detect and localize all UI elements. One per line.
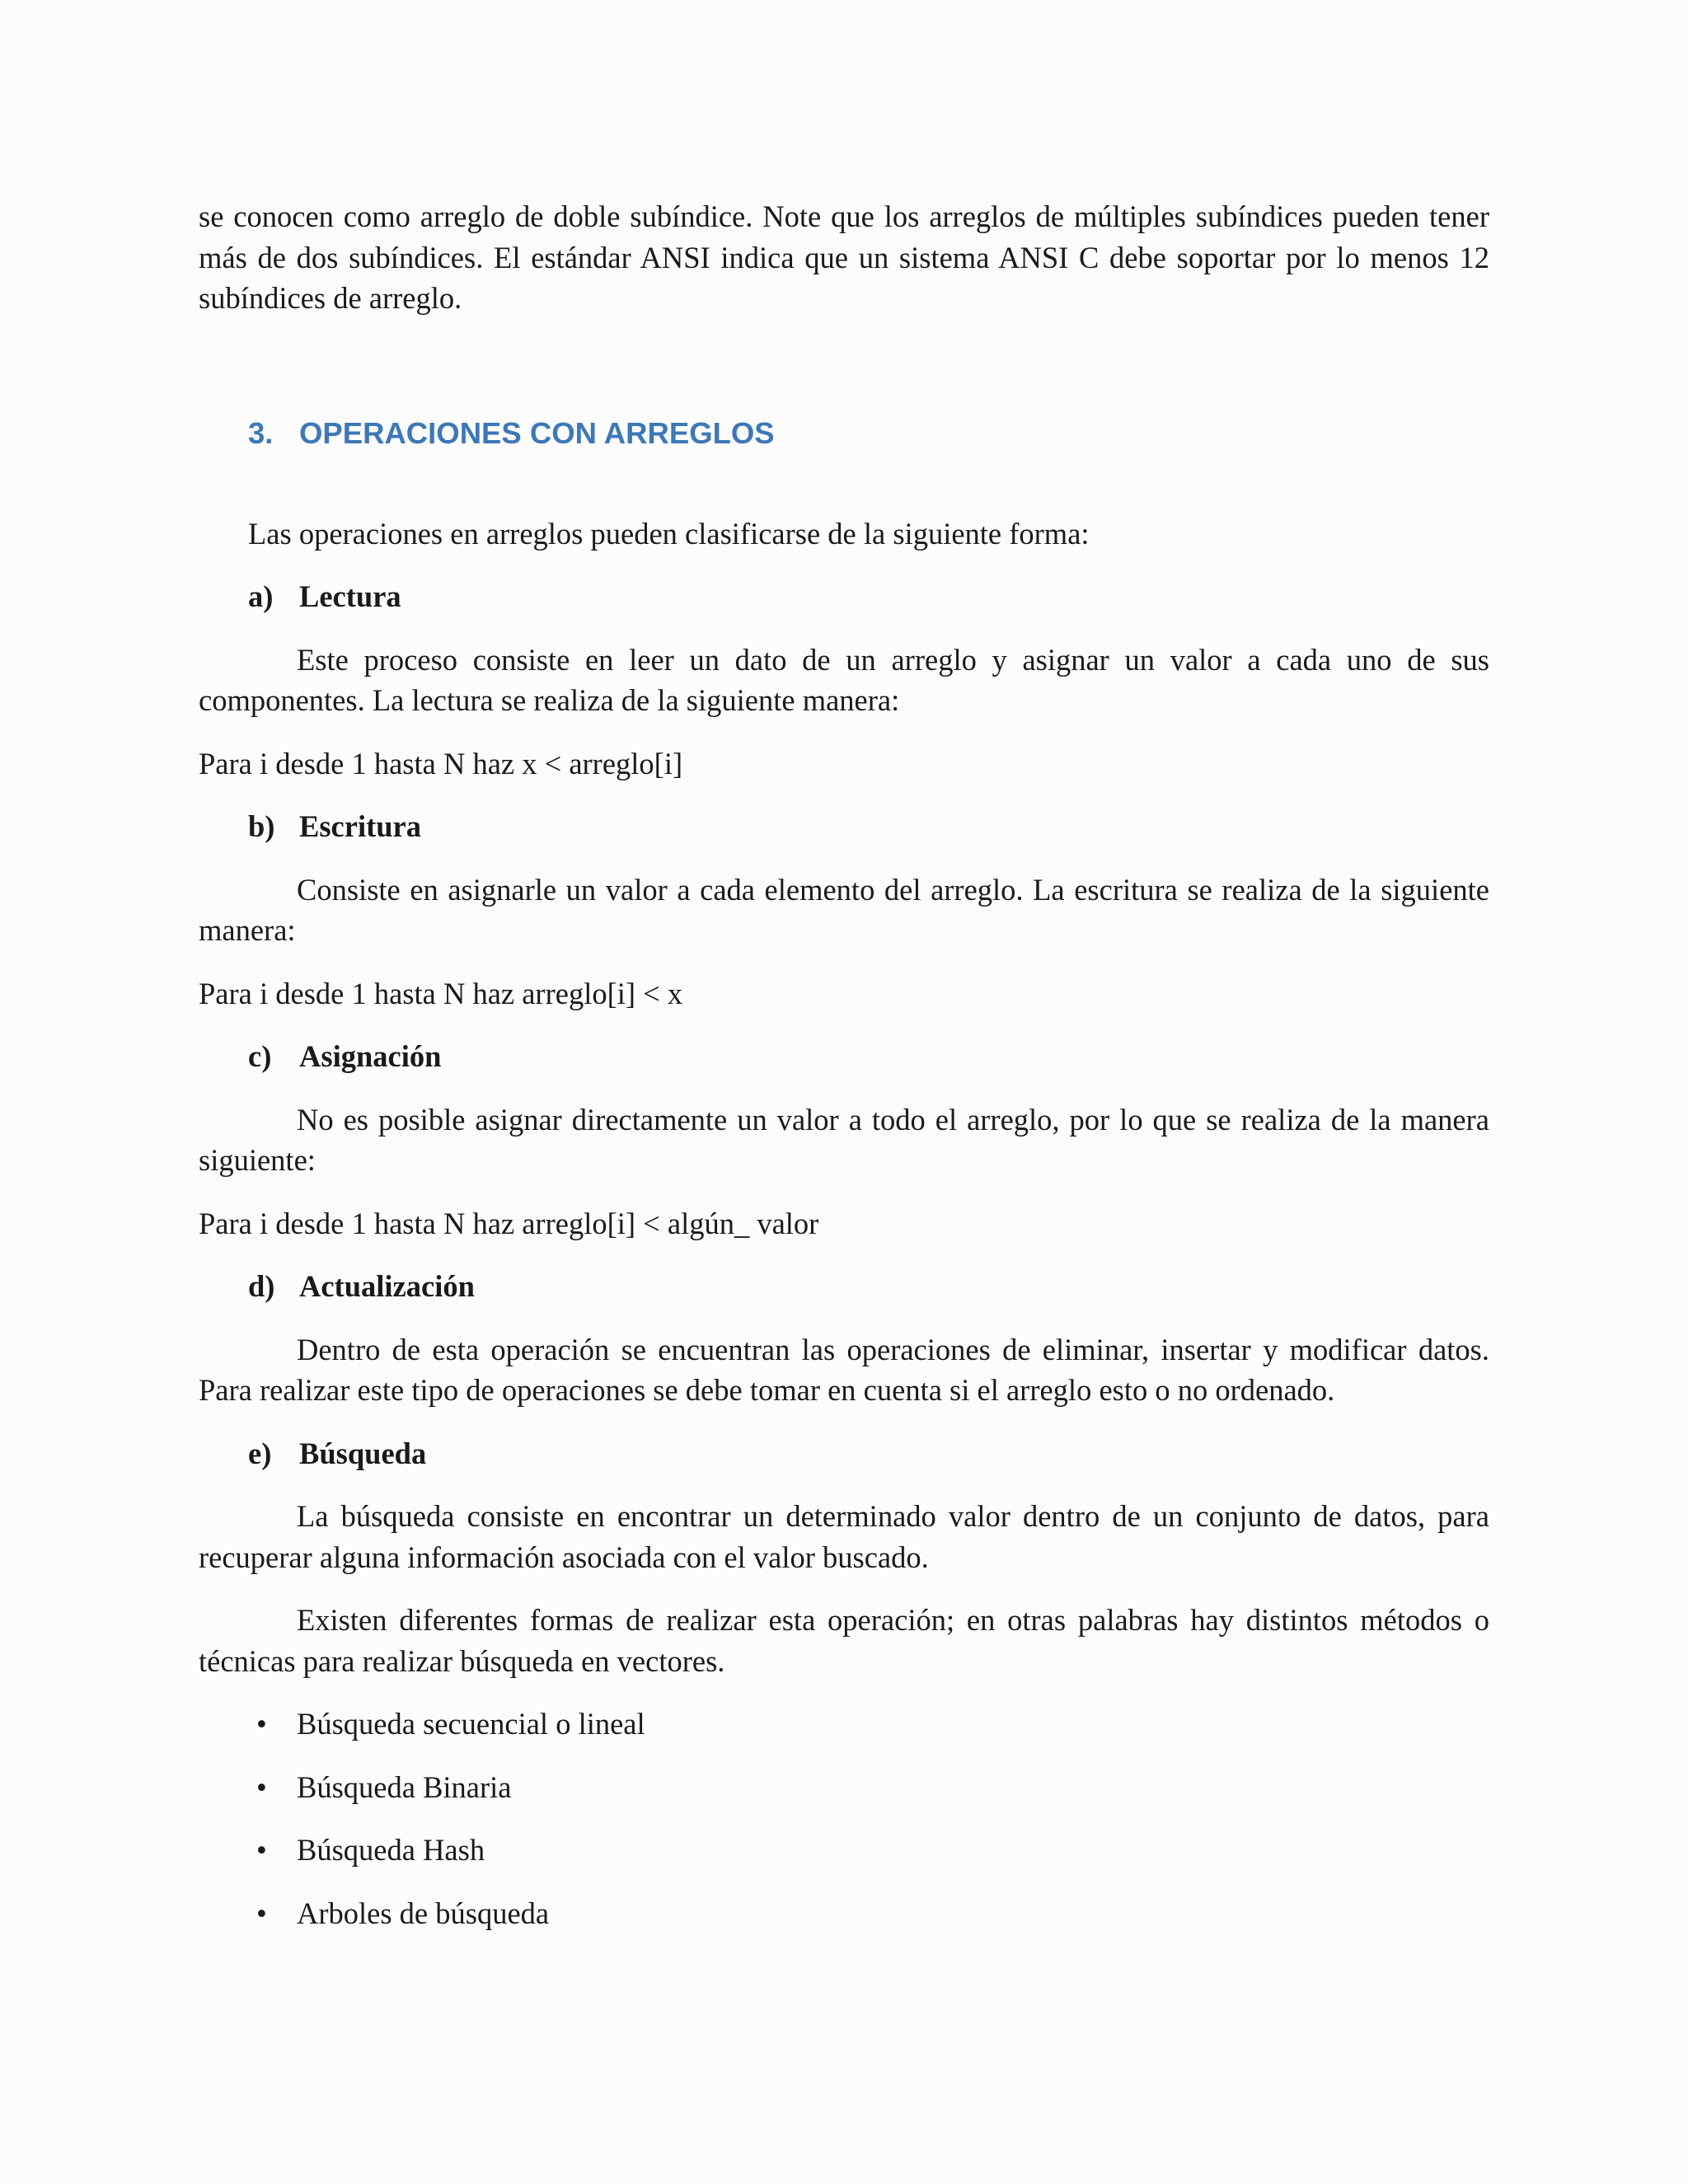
list-item-text: Búsqueda Binaria [297, 1769, 512, 1804]
pseudocode-lectura: Para i desde 1 hasta N haz x < arreglo[i] [199, 746, 683, 780]
section-number: 3. [248, 415, 274, 450]
bullet-icon: • [256, 1707, 267, 1741]
paragraph-actualizacion: Dentro de esta operación se encuentran las operaciones de eliminar, insertar y modificar datos. Para realizar este tipo de operaciones se debe tomar en cuenta si el arreglo esto o no ordenado. [199, 1332, 1489, 1407]
subheading-lectura [248, 576, 1489, 617]
subheading-actualizacion [248, 1266, 1489, 1307]
paragraph-escritura: Consiste en asignarle un valor a cada elemento del arreglo. La escritura se realiza de la siguiente manera: [199, 872, 1489, 947]
paragraph-busqueda-methods: Existen diferentes formas de realizar esta operación; en otras palabras hay distintos métodos o técnicas para realizar búsqueda en vectores. [199, 1603, 1489, 1678]
list-item-text: Búsqueda secuencial o lineal [297, 1707, 645, 1741]
list-item [256, 1767, 1489, 1808]
list-item [256, 1830, 1489, 1871]
bullet-icon: • [256, 1833, 267, 1867]
list-item [256, 1704, 1489, 1745]
subheading-title: Actualización [299, 1269, 475, 1303]
paragraph-asignacion: No es posible asignar directamente un valor a todo el arreglo, por lo que se realiza de la manera siguiente: [199, 1102, 1489, 1177]
subheading-letter: d) [248, 1269, 275, 1303]
list-item [256, 1893, 1489, 1934]
bullet-icon: • [256, 1896, 267, 1930]
section-heading [248, 413, 1489, 454]
lead-paragraph: Las operaciones en arreglos pueden clasificarse de la siguiente forma: [248, 516, 1090, 551]
intro-paragraph: se conocen como arreglo de doble subíndice. Note que los arreglos de múltiples subíndices pueden tener más de dos subíndices. El estándar ANSI indica que un sistema ANSI C debe soportar por lo menos 12 subíndices de arreglo. [199, 199, 1489, 315]
subheading-asignacion [248, 1036, 1489, 1077]
pseudocode-escritura: Para i desde 1 hasta N haz arreglo[i] < x [199, 976, 683, 1010]
subheading-letter: c) [248, 1039, 272, 1073]
subheading-title: Búsqueda [299, 1436, 427, 1470]
subheading-title: Escritura [299, 809, 421, 843]
list-item-text: Búsqueda Hash [297, 1833, 485, 1867]
subheading-busqueda [248, 1433, 1489, 1474]
bullet-icon: • [256, 1769, 267, 1804]
subheading-letter: e) [248, 1436, 272, 1470]
document-page [199, 196, 1489, 1933]
list-item-text: Arboles de búsqueda [297, 1896, 550, 1930]
paragraph-busqueda: La búsqueda consiste en encontrar un determinado valor dentro de un conjunto de datos, para recuperar alguna información asociada con el valor buscado. [199, 1499, 1489, 1574]
subheading-title: Asignación [299, 1039, 442, 1073]
section-title: OPERACIONES CON ARREGLOS [299, 415, 775, 450]
paragraph-lectura: Este proceso consiste en leer un dato de un arreglo y asignar un valor a cada uno de sus componentes. La lectura se realiza de la siguiente manera: [199, 642, 1489, 717]
pseudocode-asignacion: Para i desde 1 hasta N haz arreglo[i] < algún_ valor [199, 1206, 819, 1240]
search-methods-list [199, 1704, 1489, 1933]
subheading-title: Lectura [299, 579, 401, 613]
subheading-letter: b) [248, 809, 275, 843]
subheading-escritura [248, 806, 1489, 847]
subheading-letter: a) [248, 579, 274, 613]
